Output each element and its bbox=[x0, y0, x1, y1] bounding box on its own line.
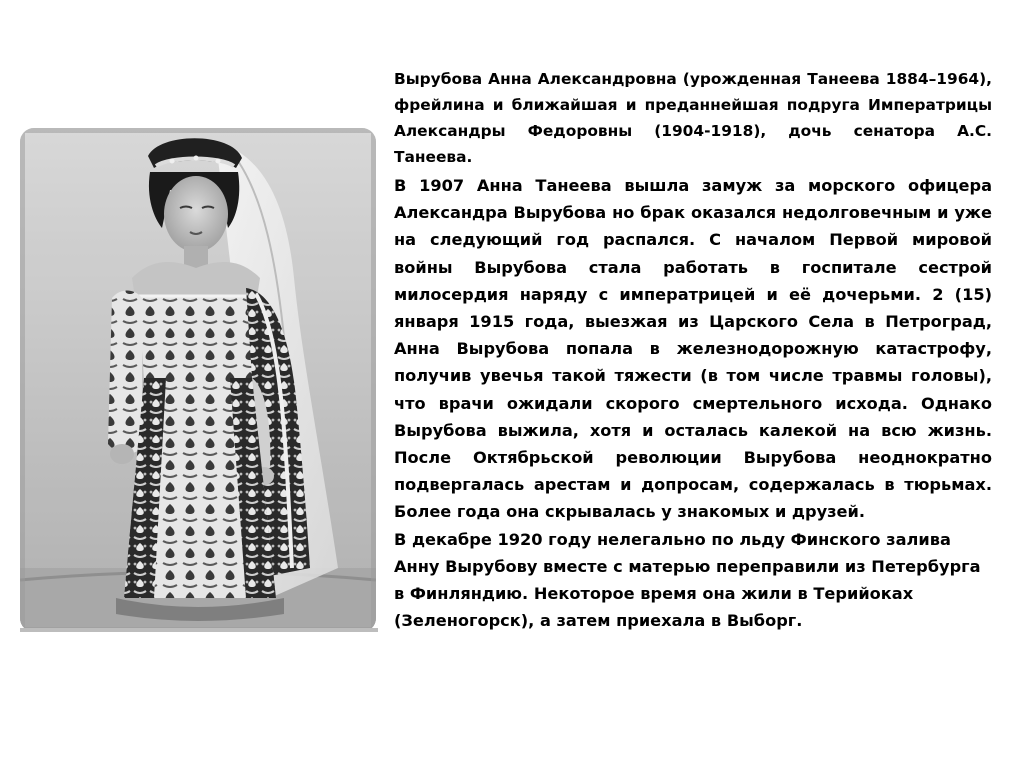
photo-floor-line bbox=[20, 628, 378, 632]
portrait-photo bbox=[20, 128, 376, 632]
intro-paragraph: Вырубова Анна Александровна (урожденная Танеева 1884–1964), фрейлина и ближайшая и преданнейшая подруга Императрицы Александры Федоровны (1904-1918), дочь сенатора А.С. Танеева. bbox=[394, 70, 992, 166]
biography-paragraph-2: В декабре 1920 году нелегально по льду Финского залива Анну Вырубову вместе с матерью переправили из Петербурга в Финляндию. Некоторое время она жили в Терийоках (Зеленогорск), а затем приехала в Выборг. bbox=[394, 529, 981, 631]
biography-paragraph-1: В 1907 Анна Танеева вышла замуж за морского офицера Александра Вырубова но брак оказался недолговечным и уже на следующий год распался. С началом Первой мировой войны Вырубова стала работать в госпитале сестрой милосердия наряду с императрицей и её дочерьми. 2 (15) января 1915 года, выезжая из Царского Села в Петроград, Анна Вырубова попала в железнодорожную катастрофу, получив увечья такой тяжести (в том числе травмы головы), что врачи ожидали скорого смертельного исхода. Однако Вырубова выжила, хотя и осталась калекой на всю жизнь. После Октябрьской революции Вырубова неоднократно подвергалась арестам и допросам, содержалась в тюрьмах. Более года она скрывалась у знакомых и друзей. bbox=[394, 176, 992, 522]
text-column bbox=[394, 66, 992, 634]
